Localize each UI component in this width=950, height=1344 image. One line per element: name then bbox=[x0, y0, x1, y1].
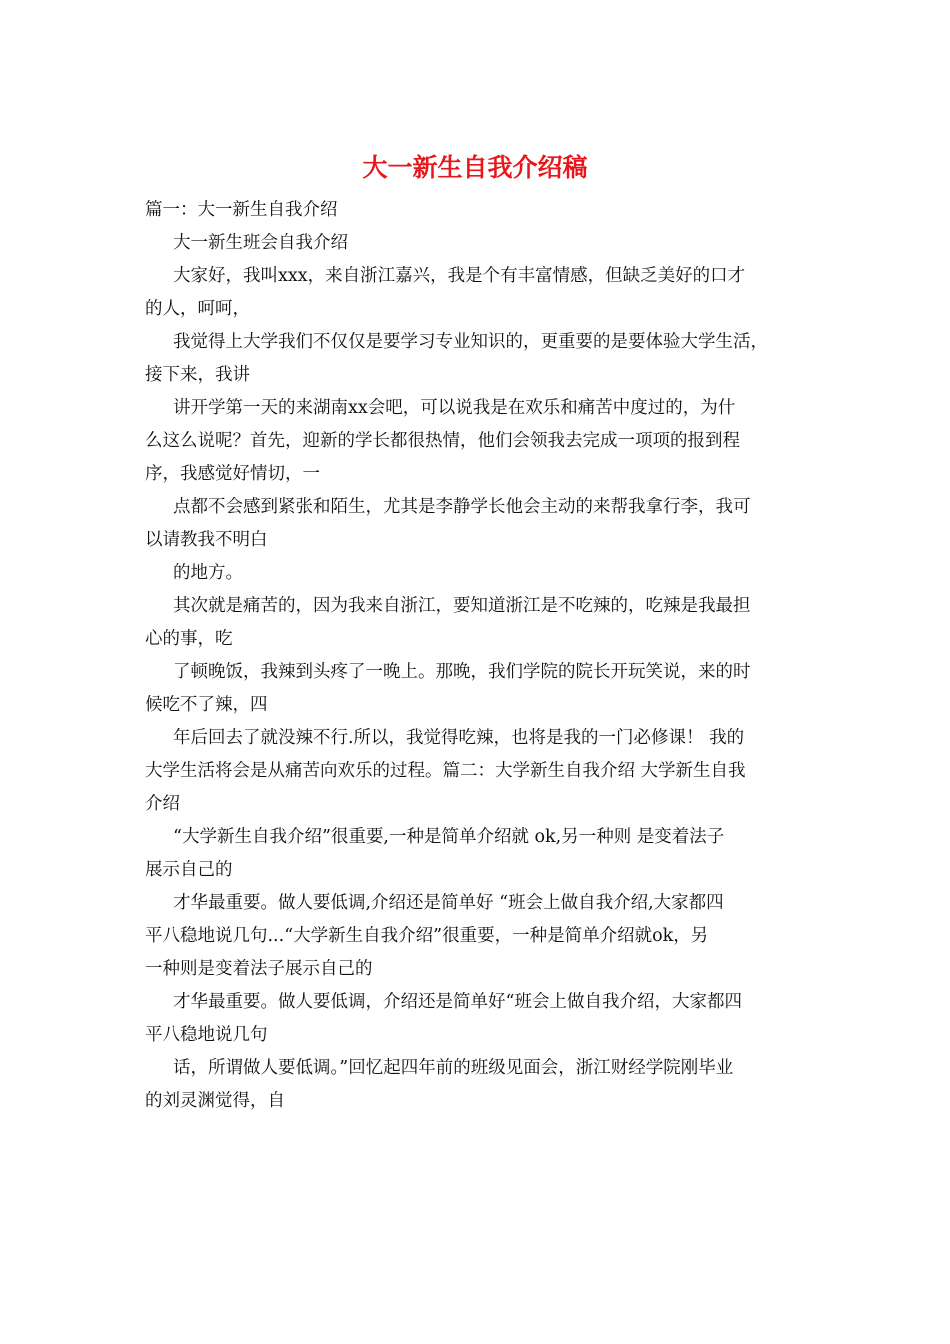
paragraph-line: 介绍 bbox=[145, 794, 180, 814]
paragraph-line: 候吃不了辣，四 bbox=[145, 695, 268, 715]
paragraph-line: 了顿晚饭，我辣到头疼了一晚上。那晚，我们学院的院长开玩笑说，来的时 bbox=[173, 662, 751, 682]
paragraph-line: 大学生活将会是从痛苦向欢乐的过程。篇二：大学新生自我介绍 大学新生自我 bbox=[145, 761, 746, 781]
paragraph-line: 序，我感觉好情切，一 bbox=[145, 464, 320, 484]
paragraph-line: 才华最重要。做人要低调，介绍还是简单好“班会上做自我介绍，大家都四 bbox=[173, 992, 742, 1012]
paragraph-line: 讲开学第一天的来湖南xx会吧，可以说我是在欢乐和痛苦中度过的，为什 bbox=[173, 398, 736, 418]
paragraph-line: 话，所谓做人要低调。”回忆起四年前的班级见面会，浙江财经学院刚毕业 bbox=[173, 1058, 734, 1078]
paragraph-line: 才华最重要。做人要低调,介绍还是简单好 “班会上做自我介绍,大家都四 bbox=[173, 893, 724, 913]
paragraph-line: 年后回去了就没辣不行.所以，我觉得吃辣，也将是我的一门必修课！ 我的 bbox=[173, 728, 745, 748]
paragraph-line: 平八稳地说几句 bbox=[145, 1025, 268, 1045]
section-heading: 篇一：大一新生自我介绍 bbox=[145, 200, 338, 220]
paragraph-line: 接下来，我讲 bbox=[145, 365, 250, 385]
paragraph-line: 心的事，吃 bbox=[145, 629, 233, 649]
paragraph-line: 的人，呵呵， bbox=[145, 299, 250, 319]
paragraph-line: 么这么说呢？首先，迎新的学长都很热情，他们会领我去完成一项项的报到程 bbox=[145, 431, 740, 451]
subheading: 大一新生班会自我介绍 bbox=[173, 233, 348, 253]
document-body bbox=[145, 194, 815, 1118]
paragraph-line: 的地方。 bbox=[173, 563, 243, 583]
paragraph-line: 展示自己的 bbox=[145, 860, 233, 880]
paragraph-line: 一种则是变着法子展示自己的 bbox=[145, 959, 373, 979]
paragraph-line: 的刘灵渊觉得，自 bbox=[145, 1091, 285, 1111]
paragraph-line: “大学新生自我介绍”很重要,一种是简单介绍就 ok,另一种则 是变着法子 bbox=[173, 827, 725, 847]
paragraph-line: 以请教我不明白 bbox=[145, 530, 268, 550]
paragraph-line: 我觉得上大学我们不仅仅是要学习专业知识的，更重要的是要体验大学生活， bbox=[173, 332, 768, 352]
paragraph-line: 点都不会感到紧张和陌生，尤其是李静学长他会主动的来帮我拿行李，我可 bbox=[173, 497, 751, 517]
paragraph-line: 大家好，我叫xxx，来自浙江嘉兴，我是个有丰富情感，但缺乏美好的口才 bbox=[173, 266, 746, 286]
paragraph-line: 其次就是痛苦的，因为我来自浙江，要知道浙江是不吃辣的，吃辣是我最担 bbox=[173, 596, 751, 616]
paragraph-line: 平八稳地说几句...“大学新生自我介绍”很重要，一种是简单介绍就ok，另 bbox=[145, 926, 709, 946]
document-title: 大一新生自我介绍稿 bbox=[362, 153, 588, 182]
